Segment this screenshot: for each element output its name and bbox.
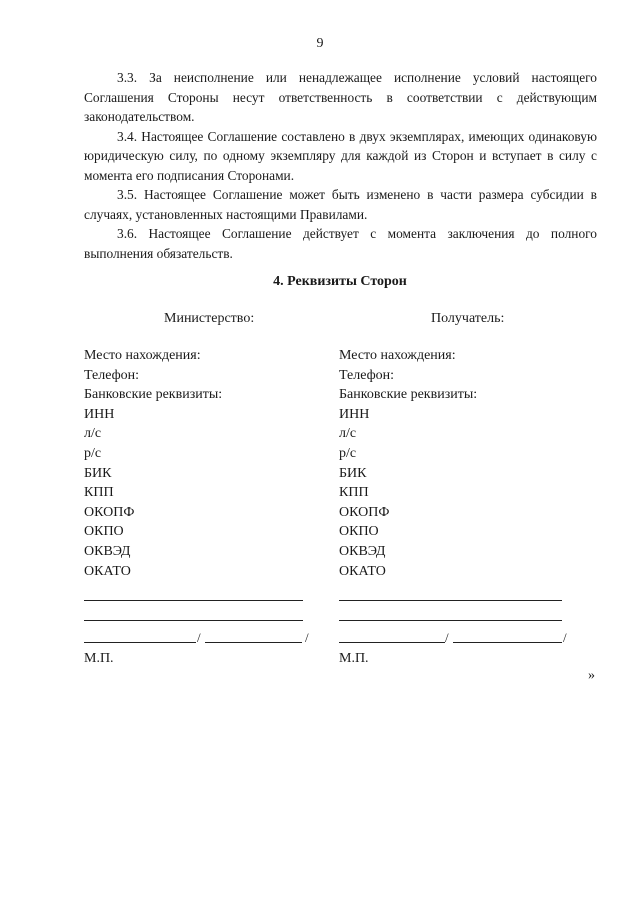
name-field xyxy=(453,641,562,643)
signature-separator: / xyxy=(197,630,201,646)
field-settlement-account: р/с xyxy=(339,445,357,461)
field-okopf: ОКОПФ xyxy=(339,504,390,520)
field-okpo: ОКПО xyxy=(84,524,124,540)
field-phone: Телефон: xyxy=(339,367,395,383)
signature-field xyxy=(84,641,196,643)
field-address: Место нахождения: xyxy=(339,348,456,363)
field-inn: ИНН xyxy=(339,406,370,422)
party-heading: Получатель: xyxy=(431,311,505,326)
signature-line xyxy=(84,599,303,601)
field-okved: ОКВЭД xyxy=(339,543,386,559)
paragraph-3-6: 3.6. Настоящее Соглашение действует с момента заключения до полного выполнения обязательств. xyxy=(84,226,597,261)
field-okpo: ОКПО xyxy=(339,524,379,540)
field-okato: ОКАТО xyxy=(84,563,131,579)
party-recipient xyxy=(339,311,599,667)
field-kpp: КПП xyxy=(84,485,114,501)
field-okved: ОКВЭД xyxy=(84,543,131,559)
field-okopf: ОКОПФ xyxy=(84,504,135,520)
paragraph-3-5: 3.5. Настоящее Соглашение может быть изменено в части размера субсидии в случаях, установленных настоящими Правилами. xyxy=(84,187,597,222)
stamp-label: М.П. xyxy=(84,651,114,667)
field-okato: ОКАТО xyxy=(339,563,386,579)
field-inn: ИНН xyxy=(84,406,115,422)
stamp-label: М.П. xyxy=(339,651,369,667)
agreement-text xyxy=(84,68,597,263)
field-personal-account: л/с xyxy=(84,426,102,442)
signature-name-row xyxy=(339,625,599,646)
field-bik: БИК xyxy=(84,465,112,481)
party-ministry xyxy=(84,311,344,667)
field-settlement-account: р/с xyxy=(84,445,102,461)
signature-separator: / xyxy=(563,630,567,646)
field-address: Место нахождения: xyxy=(84,348,201,363)
signature-line xyxy=(339,619,562,621)
signature-line xyxy=(339,599,562,601)
paragraph-3-3: 3.3. За неисполнение или ненадлежащее исполнение условий настоящего Соглашения Стороны несут ответственность в соответствии с действующим законодательством. xyxy=(84,70,597,124)
name-field xyxy=(205,641,302,643)
section-title: 4. Реквизиты Сторон xyxy=(273,274,407,289)
signature-field xyxy=(339,641,445,643)
paragraph-3-4: 3.4. Настоящее Соглашение составлено в двух экземплярах, имеющих одинаковую юридическую силу, по одному экземпляру для каждой из Сторон и вступает в силу с момента его подписания Сторонами. xyxy=(84,128,597,183)
party-heading: Министерство: xyxy=(164,311,255,326)
field-bik: БИК xyxy=(339,465,367,481)
field-bank-details: Банковские реквизиты: xyxy=(339,387,478,403)
signature-separator: / xyxy=(445,630,449,646)
page-number: 9 xyxy=(316,36,324,51)
signature-line xyxy=(84,619,303,621)
field-bank-details: Банковские реквизиты: xyxy=(84,387,223,403)
closing-quote-mark: » xyxy=(588,668,595,683)
field-kpp: КПП xyxy=(339,485,369,501)
signature-separator: / xyxy=(305,630,309,646)
field-personal-account: л/с xyxy=(339,426,357,442)
field-phone: Телефон: xyxy=(84,367,140,383)
signature-name-row xyxy=(84,625,344,646)
